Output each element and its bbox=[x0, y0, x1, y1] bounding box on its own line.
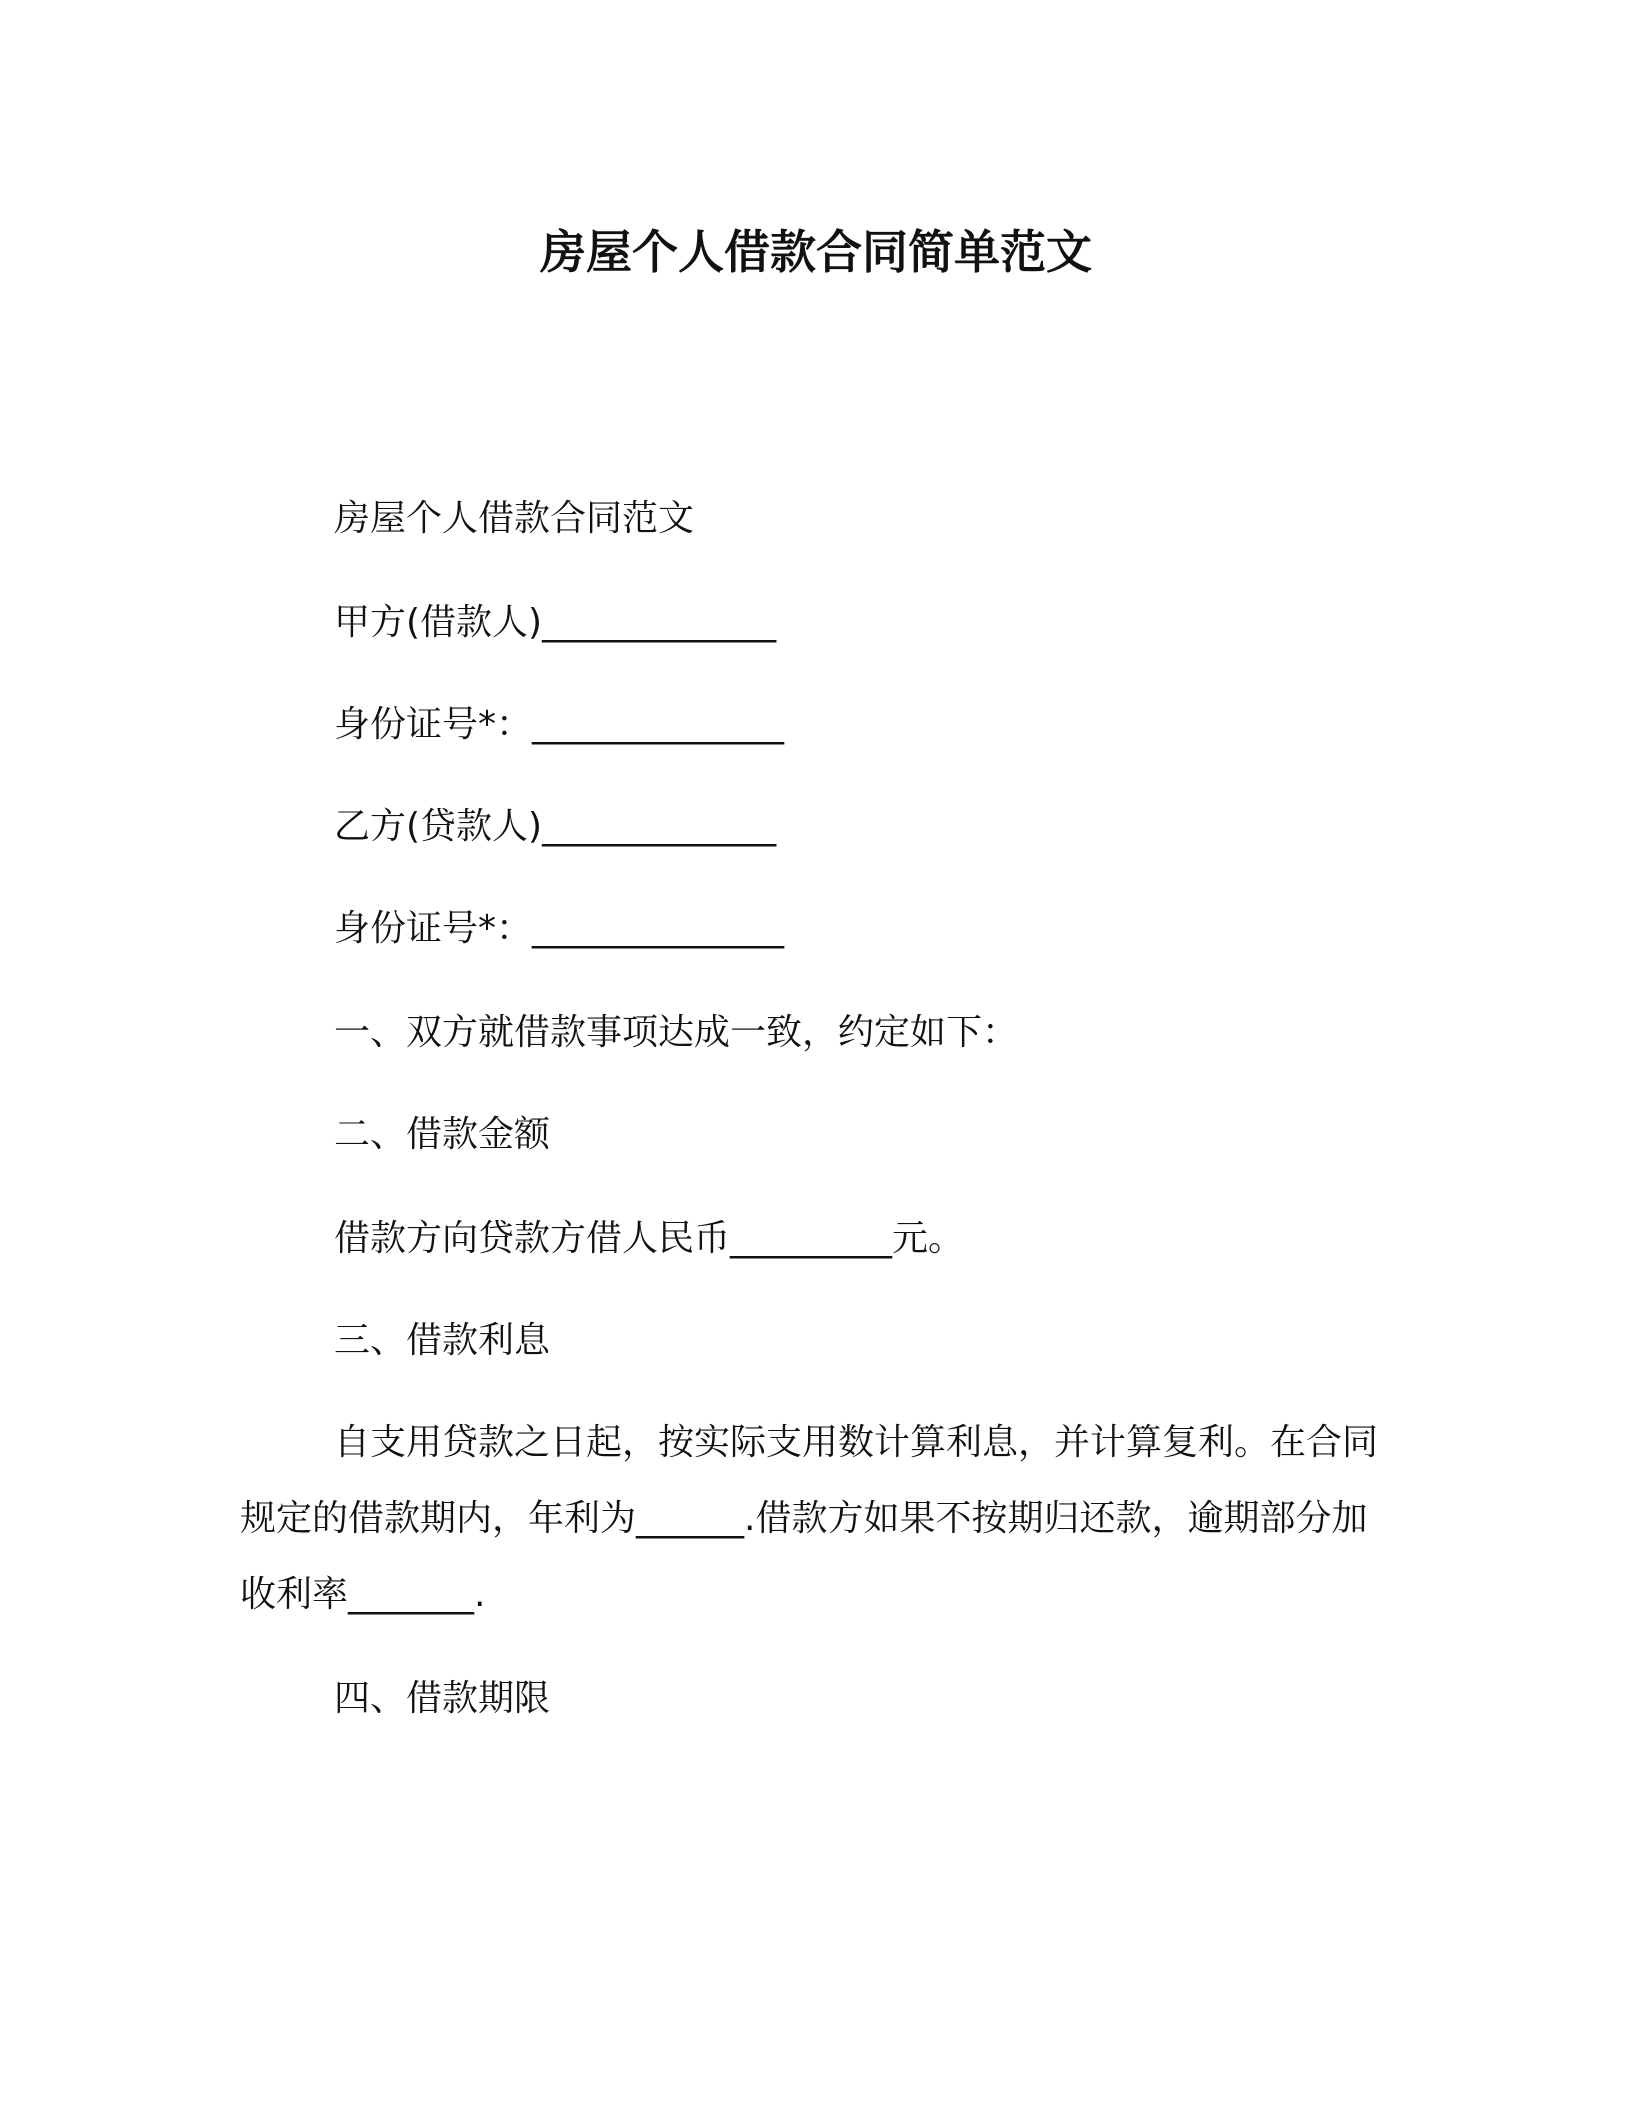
party-b-id-number: 身份证号*：______________ bbox=[334, 908, 785, 949]
section-three-heading: 三、借款利息 bbox=[334, 1320, 551, 1361]
party-a-id-number: 身份证号*：______________ bbox=[334, 704, 785, 745]
section-four-heading: 四、借款期限 bbox=[334, 1678, 551, 1719]
interest-paragraph: 自支用贷款之日起，按实际支用数计算利息，并计算复利。在合同规定的借款期内，年利为______.借款方如果不按期归还款，逾期部分加收利率_______. bbox=[240, 1422, 1379, 1615]
document-title: 房屋个人借款合同简单范文 bbox=[540, 225, 1092, 279]
section-two-heading: 二、借款金额 bbox=[334, 1114, 551, 1155]
subtitle: 房屋个人借款合同范文 bbox=[334, 498, 695, 539]
loan-amount-text: 借款方向贷款方借人民币_________元。 bbox=[334, 1218, 965, 1259]
party-b-lender: 乙方(贷款人)_____________ bbox=[334, 806, 777, 847]
party-a-borrower: 甲方(借款人)_____________ bbox=[334, 602, 777, 643]
clause-one: 一、双方就借款事项达成一致，约定如下： bbox=[334, 1012, 1019, 1053]
